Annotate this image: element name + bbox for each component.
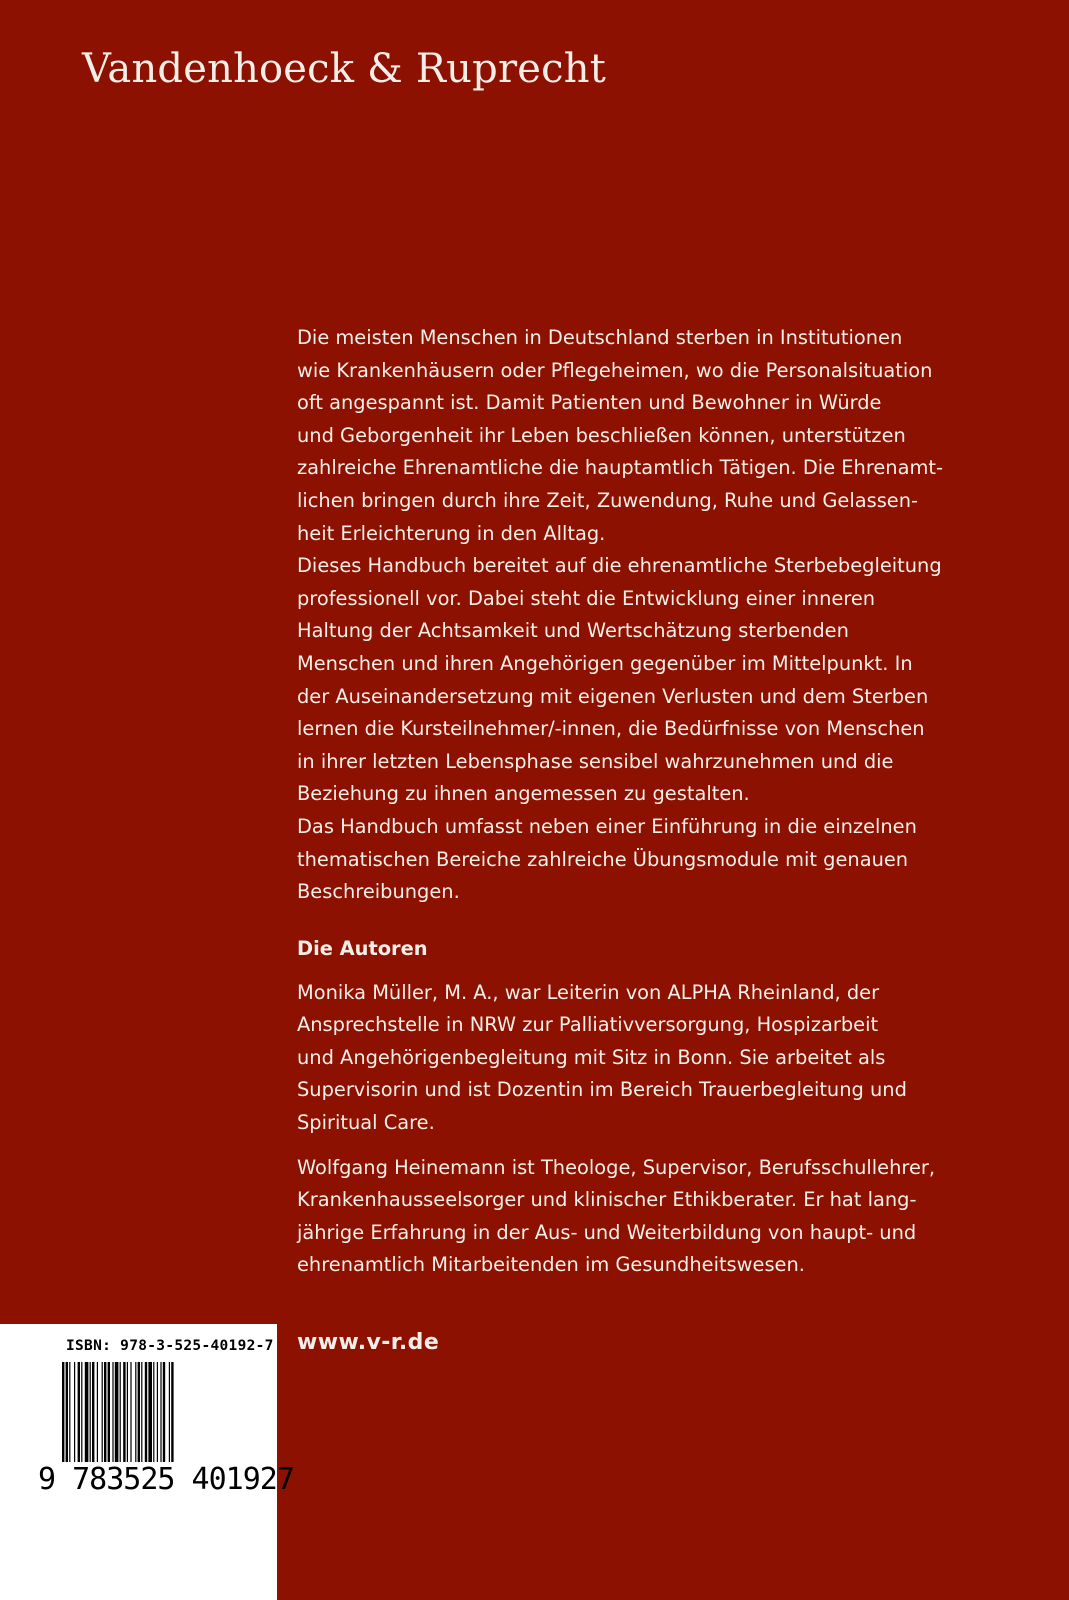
description-line: Beziehung zu ihnen angemessen zu gestalten.	[297, 782, 750, 806]
author-bio-line: Krankenhausseelsorger und klinischer Ethikberater. Er hat lang-	[297, 1188, 917, 1212]
description-line: Menschen und ihren Angehörigen gegenüber im Mittelpunkt. In	[297, 651, 913, 675]
description-line: lichen bringen durch ihre Zeit, Zuwendung, Ruhe und Gelassen-	[297, 488, 919, 512]
author-bio-line: Ansprechstelle in NRW zur Palliativversorgung, Hospizarbeit	[297, 1013, 879, 1037]
barcode-bar	[115, 1362, 119, 1462]
barcode-bar	[102, 1362, 103, 1462]
barcode-bar	[148, 1362, 152, 1462]
isbn-barcode-box	[0, 1324, 294, 1600]
barcode-bar	[145, 1362, 147, 1462]
barcode-bar	[66, 1362, 68, 1462]
description-line: thematischen Bereiche zahlreiche Übungsmodule mit genauen	[297, 847, 909, 871]
barcode-bar	[138, 1362, 140, 1462]
author-bio-line: Spiritual Care.	[297, 1111, 435, 1135]
barcode-bar	[163, 1362, 165, 1462]
barcode-bar	[141, 1362, 142, 1462]
description-line: und Geborgenheit ihr Leben beschließen können, unterstützen	[297, 423, 906, 447]
barcode-bar	[74, 1362, 75, 1462]
publisher-website[interactable]: www.v-r.de	[297, 1330, 440, 1355]
barcode-icon	[62, 1362, 262, 1462]
barcode-bar	[104, 1362, 106, 1462]
barcode-bar	[78, 1362, 80, 1462]
barcode-bar	[85, 1362, 89, 1462]
barcode-bar	[92, 1362, 94, 1462]
barcode-bar	[153, 1362, 154, 1462]
author-bio-line: und Angehörigenbegleitung mit Sitz in Bonn. Sie arbeitet als	[297, 1045, 886, 1069]
authors-heading: Die Autoren	[297, 936, 428, 960]
barcode-bar	[123, 1362, 125, 1462]
description-line: Das Handbuch umfasst neben einer Einführung in die einzelnen	[297, 814, 917, 838]
description-line: oft angespannt ist. Damit Patienten und Bewohner in Würde	[297, 391, 882, 415]
description-line: Die meisten Menschen in Deutschland sterben in Institutionen	[297, 326, 903, 349]
barcode-bar	[90, 1362, 91, 1462]
description	[297, 322, 943, 909]
publisher-name: Vandenhoeck & Ruprecht	[82, 46, 606, 92]
author-bio-line: ehrenamtlich Mitarbeitenden im Gesundheitswesen.	[297, 1253, 805, 1277]
description-line: professionell vor. Dabei steht die Entwicklung einer inneren	[297, 586, 876, 610]
author-bio-line: Monika Müller, M. A., war Leiterin von ALPHA Rheinland, der	[297, 980, 880, 1004]
barcode-bar	[130, 1362, 131, 1462]
author-bio-line: Supervisorin und ist Dozentin im Bereich Trauerbegleitung und	[297, 1078, 907, 1102]
barcode-bar	[160, 1362, 161, 1462]
barcode-number: 9 783525 401927	[38, 1462, 294, 1497]
barcode-bar	[157, 1362, 158, 1462]
back-cover-text	[297, 322, 943, 1282]
description-line: wie Krankenhäusern oder Pflegeheimen, wo die Personalsituation	[297, 358, 933, 382]
description-line: lernen die Kursteilnehmer/-innen, die Bedürfnisse von Menschen	[297, 717, 925, 741]
barcode-bar	[81, 1362, 82, 1462]
barcode-bar	[108, 1362, 110, 1462]
description-line: zahlreiche Ehrenamtliche die hauptamtlich Tätigen. Die Ehrenamt-	[297, 456, 943, 480]
description-line: Haltung der Achtsamkeit und Wertschätzung sterbenden	[297, 619, 849, 643]
isbn-label: ISBN: 978-3-525-40192-7	[66, 1338, 274, 1354]
author-bio-heinemann	[297, 1152, 937, 1282]
author-bio-line: jährige Erfahrung in der Aus- und Weiterbildung von haupt- und	[297, 1220, 917, 1244]
barcode-bar	[169, 1362, 170, 1462]
barcode-bar	[120, 1362, 121, 1462]
description-line: Beschreibungen.	[297, 880, 460, 904]
barcode-bar	[112, 1362, 113, 1462]
description-line: Dieses Handbuch bereitet auf die ehrenamtliche Sterbebegleitung	[297, 554, 942, 578]
author-bio-mueller	[297, 977, 937, 1140]
author-bio-line: Wolfgang Heinemann ist Theologe, Supervisor, Berufsschullehrer,	[297, 1155, 936, 1179]
description-line: heit Erleichterung in den Alltag.	[297, 521, 606, 545]
barcode-bar	[127, 1362, 128, 1462]
barcode-bar	[171, 1362, 173, 1462]
description-line: der Auseinandersetzung mit eigenen Verlusten und dem Sterben	[297, 684, 929, 708]
barcode-bar	[97, 1362, 98, 1462]
barcode-bar	[69, 1362, 70, 1462]
description-line: in ihrer letzten Lebensphase sensibel wahrzunehmen und die	[297, 749, 894, 773]
barcode-bar	[62, 1362, 64, 1462]
barcode-bar	[135, 1362, 136, 1462]
